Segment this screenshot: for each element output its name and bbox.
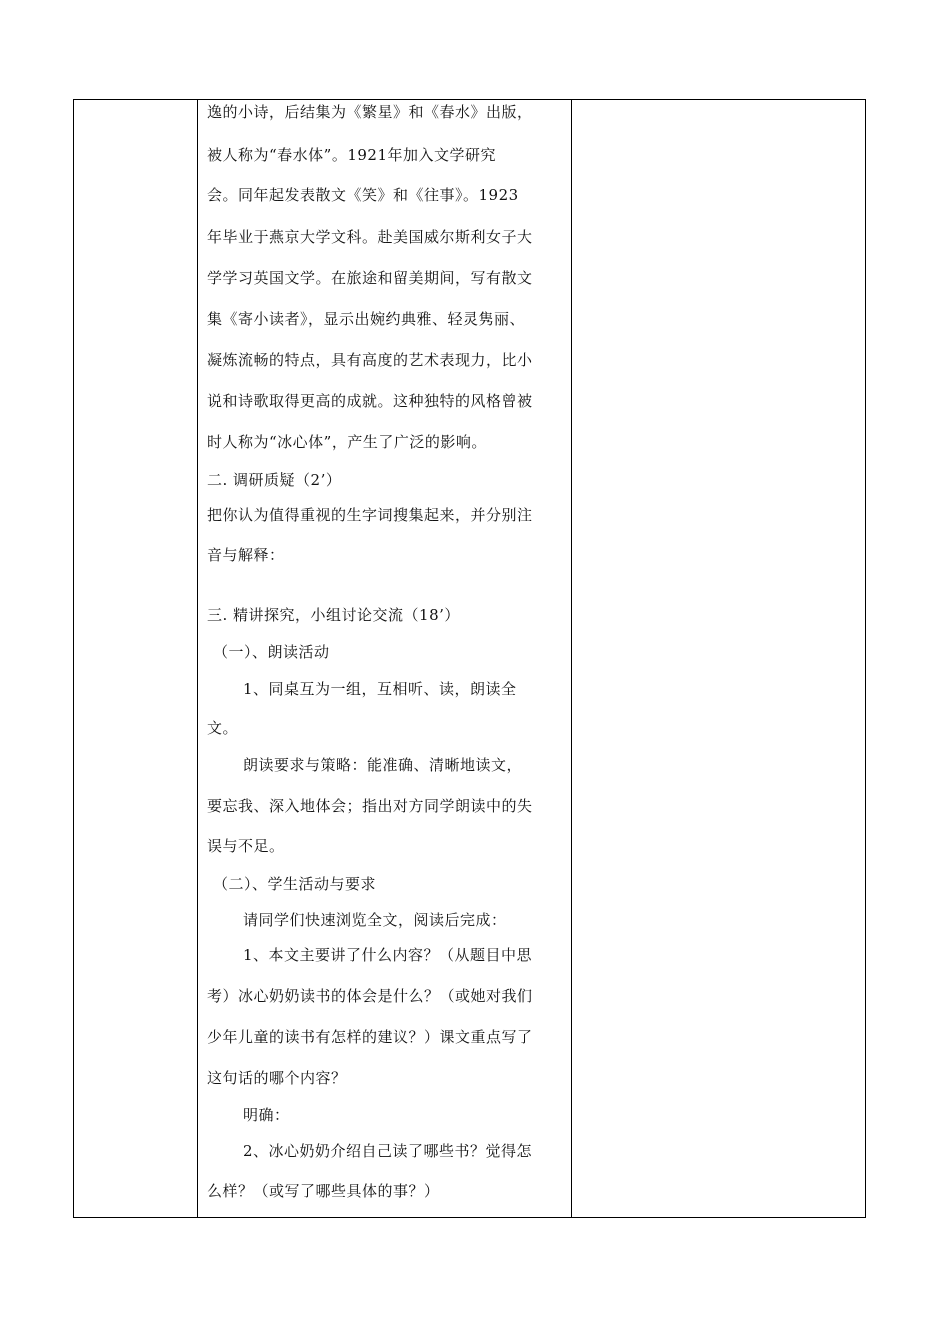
text-line: 少年儿童的读书有怎样的建议？）课文重点写了 bbox=[207, 1028, 533, 1046]
column-divider-left bbox=[197, 100, 198, 1217]
text-line: 误与不足。 bbox=[207, 837, 285, 855]
text-line: 集《寄小读者》，显示出婉约典雅、轻灵隽丽、 bbox=[207, 310, 526, 328]
text-line: 音与解释： bbox=[207, 546, 285, 564]
text-line: 学学习英国文学。在旅途和留美期间，写有散文 bbox=[207, 269, 533, 287]
text-line: 要忘我、深入地体会；指出对方同学朗读中的失 bbox=[207, 797, 533, 815]
text-line: 考）冰心奶奶读书的体会是什么？（或她对我们 bbox=[207, 987, 533, 1005]
text-line: 朗读要求与策略：能准确、清晰地读文， bbox=[243, 756, 523, 774]
subsection-heading: （一）、朗读活动 bbox=[213, 643, 330, 661]
section-heading: 三. 精讲探究，小组讨论交流（18’） bbox=[207, 606, 460, 624]
text-line: 凝炼流畅的特点，具有高度的艺术表现力，比小 bbox=[207, 351, 533, 369]
text-line: 文。 bbox=[207, 719, 239, 737]
lesson-plan-table bbox=[73, 99, 866, 1218]
right-column-cell bbox=[572, 100, 865, 1217]
text-line: 1、同桌互为一组，互相听、读，朗读全 bbox=[243, 680, 517, 698]
text-line: 1、本文主要讲了什么内容？（从题目中思 bbox=[243, 946, 533, 964]
text-line: 会。同年起发表散文《笑》和《往事》。1923 bbox=[207, 186, 519, 204]
text-line: 逸的小诗，后结集为《繁星》和《春水》出版， bbox=[207, 103, 533, 121]
left-column-cell bbox=[74, 100, 197, 1217]
text-line: 时人称为“冰心体”，产生了广泛的影响。 bbox=[207, 433, 487, 451]
text-line: 明确： bbox=[243, 1106, 290, 1124]
subsection-heading: （二）、学生活动与要求 bbox=[213, 875, 377, 893]
text-line: 被人称为“春水体”。1921年加入文学研究 bbox=[207, 146, 497, 164]
text-line: 说和诗歌取得更高的成就。这种独特的风格曾被 bbox=[207, 392, 533, 410]
text-line: 年毕业于燕京大学文科。赴美国威尔斯利女子大 bbox=[207, 228, 533, 246]
text-line: 这句话的哪个内容？ bbox=[207, 1069, 347, 1087]
text-line: 把你认为值得重视的生字词搜集起来，并分别注 bbox=[207, 506, 533, 524]
section-heading: 二. 调研质疑（2’） bbox=[207, 471, 342, 489]
text-line: 请同学们快速浏览全文，阅读后完成： bbox=[243, 911, 507, 929]
text-line: 么样？（或写了哪些具体的事？） bbox=[207, 1182, 440, 1200]
text-line: 2、冰心奶奶介绍自己读了哪些书？觉得怎 bbox=[243, 1142, 533, 1160]
